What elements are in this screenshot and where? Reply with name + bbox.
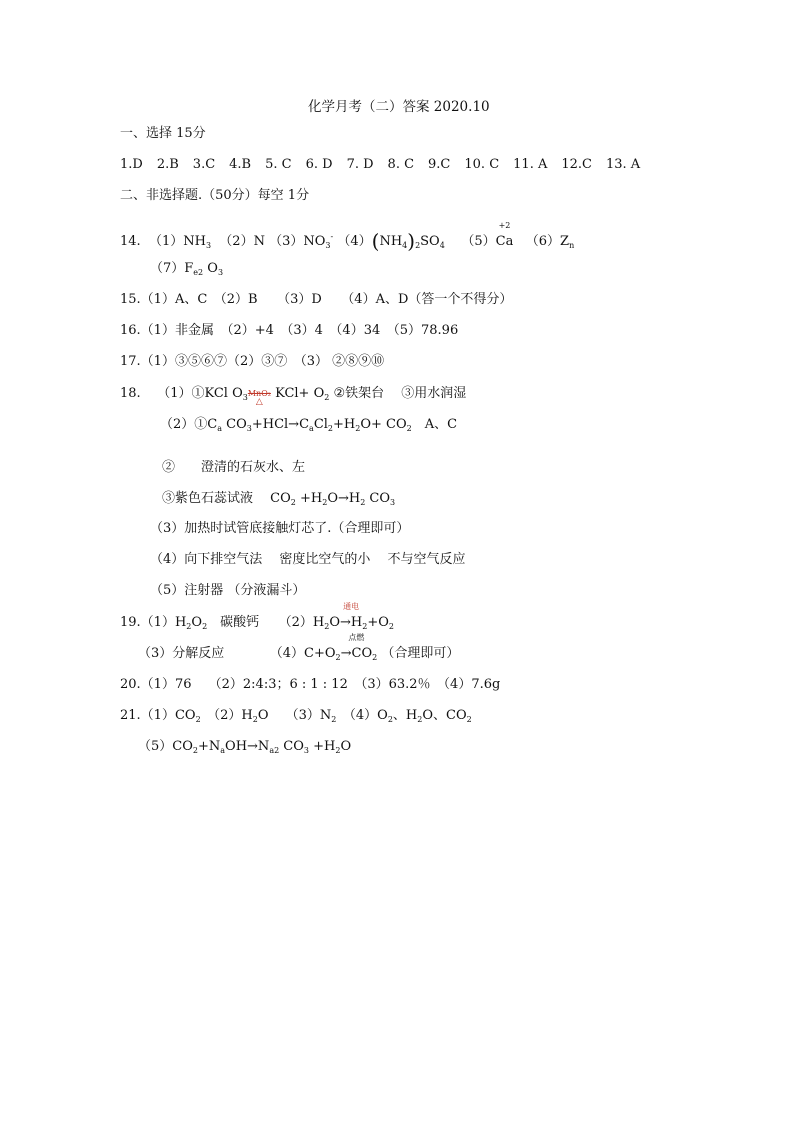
q21-line1: $21.(1)CO_2$ $(2)H_2O$ $(3)N_2$ $(4)O_2$、$H_2O$、$CO_2$ [120,708,472,724]
choice-answer: 7. D [346,157,374,172]
q18-line7: （5）注射器 （分液漏斗） [150,583,306,598]
q15-line: 15.（1）A、C （2）B （3）D （4）A、D（答一个不得分） [120,292,513,307]
q19-electrolysis-arrow: 通电 →H [340,602,363,630]
q14-line2: $(7)F_{e2}$ $O_3$ [150,261,224,277]
q14-p1: （1）NH [148,234,206,249]
section1-heading: 一、选择 15分 [120,126,206,141]
q14-p3: （3）NO [269,234,326,249]
section2-heading: 二、非选择题.（50分）每空 1分 [120,188,310,203]
choice-answer: 4.B [229,157,252,172]
q14-line1: 14. $(1)NH_3$ （2）N $(3)NO_3^-$ $(4)(NH_4)_2SO_4$ （5） +2 Ca $(6)Z_n$ [120,221,575,253]
q21-line2: $(5)CO_2+N_aOH\to N_{a2}$ $CO_3 +H_2O$ [138,739,352,755]
q18-line2: $(2)①C_a$ $CO_3+HCl\to C_aCl_2+H_2O+ CO_2$ A、C [160,417,458,433]
q18-line6: （4）向下排空气法 密度比空气的小 不与空气反应 [150,552,466,567]
q18-line1: 18. （1）①KCl $O_3MnO_2$ △ $KCl+ O_2$ ②铁架台 ③用水润湿 [120,386,467,407]
choice-answer: 10. C [464,157,500,172]
choice-answer: 9.C [428,157,451,172]
q18-reaction-condition: MnO₂ △ [247,389,271,407]
q18-line4: ③紫色石蕊试液 $CO_2 +H_2O\to H_2$ $CO_3$ [162,491,396,507]
choice-answer: 1.D [120,157,143,172]
q19-line1: $19.(1)H_2O_2$ 碳酸钙 $(2)H_2O$ 通电 $\to H_2+O_2$ [120,602,395,631]
choice-answer: 13. A [605,157,641,172]
q18-line3: ② 澄清的石灰水、左 [162,460,306,475]
choice-answers [120,156,654,174]
q14-p2: （2）N [219,234,265,249]
q19-ignite-arrow: 点燃 →CO [340,633,373,661]
choice-answer: 2.B [156,157,179,172]
q18-line5: （3）加热时试管底接触灯芯了.（合理即可） [150,521,410,536]
q14-num: 14. [120,234,141,249]
q19-line2: （3）分解反应 $(4)C+O_2$ 点燃 $\to CO_2$ （合理即可） [138,633,460,662]
q14-ca-with-valence: +2 Ca [495,221,514,249]
choice-answer: 8. C [387,157,415,172]
choice-answer: 6. D [305,157,333,172]
choice-answer: 3.C [192,157,216,172]
choice-answer: 12.C [561,157,592,172]
q16-line: 16.（1）非金属 （2）+4 （3）4 （4）34 （5）78.96 [120,323,459,338]
choice-answer: 5. C [265,157,292,172]
choice-answer: 11. A [513,157,548,172]
page-title: 化学月考（二）答案 2020.10 [308,99,490,115]
q17-line: 17.（1）③⑤⑥⑦（2）③⑦ （3） ②⑧⑨⑩ [120,354,385,369]
q20-line: 20.（1）76 （2）2:4:3；6 : 1 : 12 （3）63.2％ （4）7.6g [120,677,501,692]
